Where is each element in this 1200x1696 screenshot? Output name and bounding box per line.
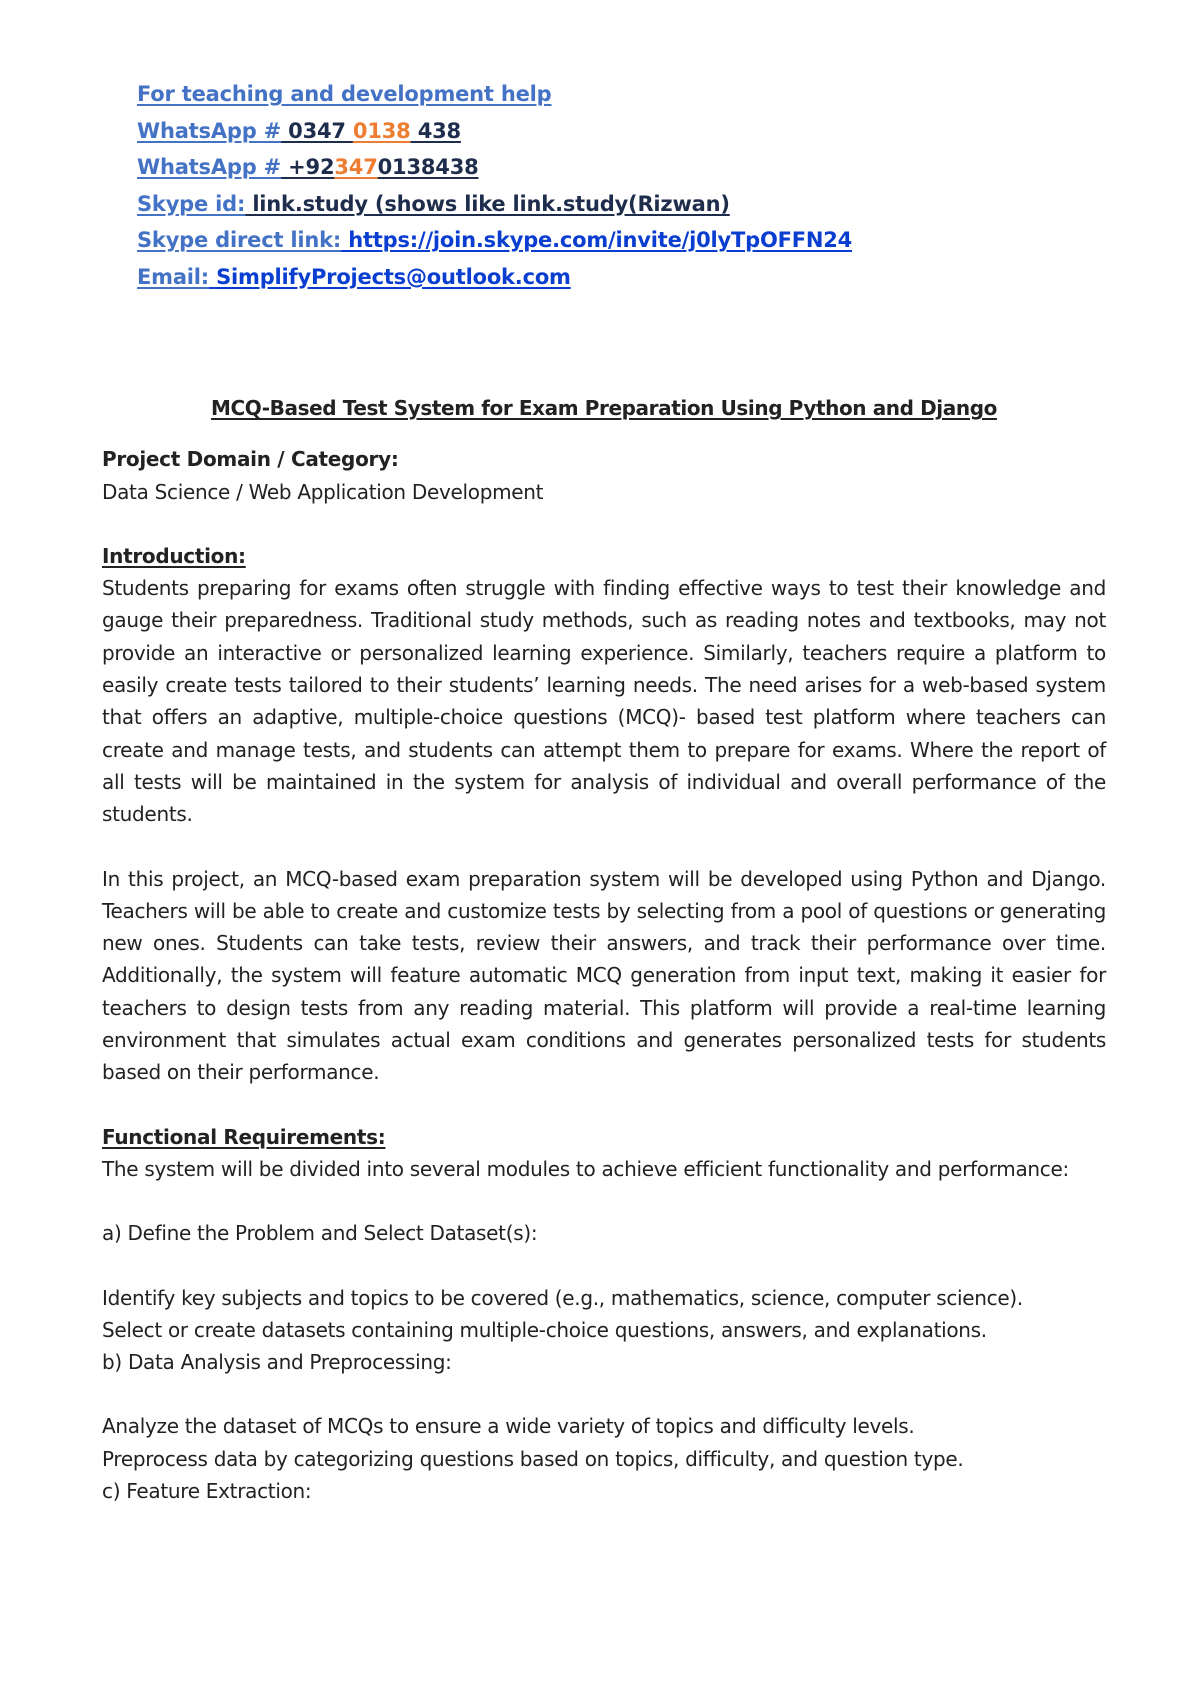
email-link[interactable]: SimplifyProjects@outlook.com	[209, 264, 571, 289]
document-title: MCQ-Based Test System for Exam Preparation Using Python and Django	[211, 396, 997, 420]
whatsapp-number-part: 0138438	[377, 155, 479, 179]
step-b-line: Preprocess data by categorizing questions based on topics, difficulty, and question type.	[102, 1446, 964, 1471]
whatsapp-label: WhatsApp #	[137, 155, 282, 179]
skype-link-label: Skype direct link:	[137, 228, 342, 252]
domain-value: Data Science / Web Application Development	[102, 479, 544, 504]
whatsapp-label: WhatsApp #	[137, 118, 282, 143]
whatsapp-line-2	[137, 149, 852, 186]
document-body	[102, 392, 1106, 1507]
step-a-line: Select or create datasets containing multiple-choice questions, answers, and explanations.	[102, 1317, 987, 1342]
whatsapp-number-part: +92	[281, 155, 335, 179]
skype-link[interactable]: https://join.skype.com/invite/j0lyTpOFFN24	[341, 228, 853, 252]
contact-block	[137, 76, 852, 295]
introduction-paragraph-2: In this project, an MCQ-based exam preparation system will be developed using Python and Django. Teachers will be able to create and customize tests by selecting from a pool of questions or generating new ones. Students can take tests, review their answers, and track their performance over time. Additionally, the system will feature automatic MCQ generation from input text, making it easier for teachers to design tests from any reading material. This platform will provide a real-time learning environment that simulates actual exam conditions and generates personalized tests for students based on their performance.	[102, 866, 1106, 1085]
email-label: Email:	[137, 264, 209, 289]
whatsapp-number-highlight: 347	[334, 155, 378, 179]
whatsapp-number-part: 438	[410, 118, 461, 143]
whatsapp-number-part: 0347	[281, 118, 353, 143]
step-b-heading: b) Data Analysis and Preprocessing:	[102, 1350, 452, 1375]
introduction-paragraph-1: Students preparing for exams often struggle with finding effective ways to test their knowledge and gauge their preparedness. Traditional study methods, such as reading notes and textbooks, may not provide an interactive or personalized learning experience. Similarly, teachers require a platform to easily create tests tailored to their students’ learning needs. The need arises for a web-based system that offers an adaptive, multiple-choice questions (MCQ)- based test platform where teachers can create and manage tests, and students can attempt them to prepare for exams. Where the report of all tests will be maintained in the system for analysis of individual and overall performance of the students.	[102, 576, 1106, 827]
whatsapp-line-1	[137, 113, 852, 150]
functional-requirements-paragraph: The system will be divided into several modules to achieve efficient functionality and performance:	[102, 1156, 1069, 1181]
contact-heading: For teaching and development help	[137, 82, 552, 106]
skype-id-line	[137, 186, 852, 223]
skype-link-line	[137, 222, 852, 259]
introduction-heading: Introduction:	[102, 543, 246, 568]
step-c-heading: c) Feature Extraction:	[102, 1479, 312, 1504]
step-a-heading: a) Define the Problem and Select Dataset(s):	[102, 1221, 538, 1246]
whatsapp-number-highlight: 0138	[352, 118, 411, 143]
functional-requirements-heading: Functional Requirements:	[102, 1124, 386, 1149]
email-line	[137, 259, 852, 296]
skype-id-label: Skype id:	[137, 191, 246, 216]
domain-heading: Project Domain / Category:	[102, 447, 399, 472]
skype-id-value: link.study (shows like link.study(Rizwan)	[245, 191, 730, 216]
step-a-line: Identify key subjects and topics to be covered (e.g., mathematics, science, computer science).	[102, 1285, 1023, 1310]
step-b-line: Analyze the dataset of MCQs to ensure a wide variety of topics and difficulty levels.	[102, 1414, 915, 1439]
